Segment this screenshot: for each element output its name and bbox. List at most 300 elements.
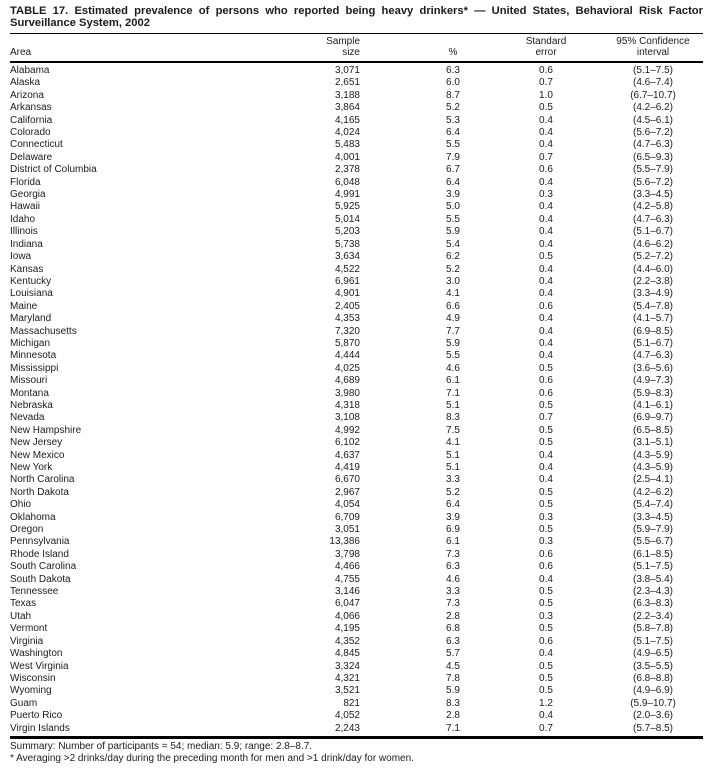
- table-row: [10, 450, 703, 462]
- cell-sample: 6,047: [334, 598, 360, 610]
- cell-ci: (4.2–6.2): [632, 486, 674, 498]
- cell-se: 0.4: [539, 127, 553, 139]
- bottom-rule: [10, 736, 703, 739]
- cell-sample: 2,967: [334, 486, 360, 498]
- cell-sample: 2,405: [334, 300, 360, 312]
- cell-sample: 4,845: [334, 648, 360, 660]
- column-header-percent: [360, 36, 500, 58]
- cell-ci: (4.9–6.5): [632, 648, 674, 660]
- cell-area: Virgin Islands: [10, 722, 70, 734]
- cell-area: Maryland: [10, 313, 52, 325]
- table-row: [10, 239, 703, 251]
- cell-sample: 4,025: [334, 362, 360, 374]
- table-title-line2: Surveillance System, 2002: [10, 17, 150, 29]
- cell-pct: 6.4: [446, 127, 460, 139]
- cell-sample: 4,522: [334, 263, 360, 275]
- cell-se: 0.3: [539, 189, 553, 201]
- cell-area: Louisiana: [10, 288, 53, 300]
- cell-se: 0.3: [539, 610, 553, 622]
- cell-sample: 3,864: [334, 102, 360, 114]
- cell-sample: 4,901: [334, 288, 360, 300]
- cell-area: Vermont: [10, 623, 48, 635]
- table-row: [10, 710, 703, 722]
- cell-area: Oregon: [10, 524, 44, 536]
- cell-pct: 5.0: [446, 201, 460, 213]
- cell-se: 0.5: [539, 251, 553, 263]
- title-rule: [10, 33, 703, 34]
- cell-ci: (5.1–6.7): [632, 226, 674, 238]
- cell-se: 0.4: [539, 313, 553, 325]
- cell-pct: 5.3: [446, 114, 460, 126]
- table-row: [10, 115, 703, 127]
- cell-area: North Dakota: [10, 486, 69, 498]
- cell-pct: 6.7: [446, 164, 460, 176]
- cell-ci: (2.0–3.6): [632, 710, 674, 722]
- cell-ci: (6.1–8.5): [632, 548, 674, 560]
- cell-ci: (6.3–8.3): [632, 598, 674, 610]
- cell-pct: 6.1: [446, 375, 460, 387]
- table-row: [10, 201, 703, 213]
- cell-se: 0.6: [539, 635, 553, 647]
- cell-sample: 4,001: [334, 151, 360, 163]
- cell-sample: 3,071: [334, 65, 360, 76]
- cell-pct: 3.0: [446, 275, 460, 287]
- cell-area: Minnesota: [10, 350, 57, 362]
- cell-ci: (5.1–6.7): [632, 337, 674, 349]
- cell-se: 0.6: [539, 300, 553, 312]
- cell-pct: 3.9: [446, 511, 460, 523]
- cell-sample: 4,992: [334, 424, 360, 436]
- table-row: [10, 189, 703, 201]
- cell-pct: 7.3: [446, 548, 460, 560]
- cell-area: Arizona: [10, 89, 44, 101]
- cell-pct: 5.4: [446, 238, 460, 250]
- cell-se: 0.7: [539, 151, 553, 163]
- cell-sample: 4,321: [334, 672, 360, 684]
- cell-pct: 5.9: [446, 226, 460, 238]
- cell-sample: 4,444: [334, 350, 360, 362]
- table-row: [10, 164, 703, 176]
- table-row: [10, 127, 703, 139]
- cell-ci: (3.5–5.5): [632, 660, 674, 672]
- cell-pct: 5.5: [446, 213, 460, 225]
- cell-se: 0.4: [539, 263, 553, 275]
- cell-ci: (4.9–6.9): [632, 685, 674, 697]
- cell-se: 0.4: [539, 288, 553, 300]
- cell-ci: (3.1–5.1): [632, 437, 674, 449]
- table-row: [10, 350, 703, 362]
- table-header-row: [10, 36, 703, 58]
- table-row: [10, 226, 703, 238]
- cell-se: 0.6: [539, 164, 553, 176]
- cell-se: 0.5: [539, 362, 553, 374]
- table-body: [10, 65, 703, 735]
- cell-ci: (6.5–9.3): [632, 151, 674, 163]
- cell-area: New Mexico: [10, 449, 65, 461]
- cell-ci: (5.5–7.9): [632, 164, 674, 176]
- cell-area: Arkansas: [10, 102, 52, 114]
- table-row: [10, 338, 703, 350]
- cell-area: West Virginia: [10, 660, 69, 672]
- footnote-line: * Averaging >2 drinks/day during the preceding month for men and >1 drink/day for women.: [10, 752, 414, 764]
- cell-pct: 5.5: [446, 139, 460, 151]
- table-row: [10, 636, 703, 648]
- cell-se: 0.4: [539, 176, 553, 188]
- cell-ci: (6.8–8.8): [632, 672, 674, 684]
- cell-se: 0.4: [539, 474, 553, 486]
- cell-se: 0.5: [539, 524, 553, 536]
- cell-sample: 4,318: [334, 399, 360, 411]
- cell-ci: (3.3–4.5): [632, 189, 674, 201]
- cell-area: Alaska: [10, 77, 41, 89]
- cell-area: Nevada: [10, 412, 45, 424]
- cell-area: Wisconsin: [10, 672, 56, 684]
- table-row: [10, 363, 703, 375]
- cell-sample: 3,980: [334, 387, 360, 399]
- cell-pct: 8.7: [446, 89, 460, 101]
- column-header-ci-line1: 95% Confidence: [616, 36, 690, 47]
- column-header-sample-line2: size: [342, 47, 360, 58]
- column-header-se-line2: error: [535, 47, 557, 58]
- cell-ci: (2.2–3.8): [632, 275, 674, 287]
- cell-ci: (5.6–7.2): [632, 127, 674, 139]
- cell-sample: 4,689: [334, 375, 360, 387]
- cell-area: California: [10, 114, 53, 126]
- cell-sample: 4,419: [334, 462, 360, 473]
- cell-sample: 3,188: [334, 89, 360, 101]
- cell-area: Hawaii: [10, 201, 41, 213]
- table-row: [10, 412, 703, 424]
- table-row: [10, 251, 703, 263]
- cell-area: Michigan: [10, 337, 51, 349]
- cell-se: 0.5: [539, 660, 553, 672]
- cell-sample: 4,353: [334, 313, 360, 325]
- table-row: [10, 152, 703, 164]
- table-row: [10, 685, 703, 697]
- cell-area: District of Columbia: [10, 164, 97, 176]
- cell-sample: 6,709: [334, 511, 360, 523]
- cell-sample: 4,466: [334, 561, 360, 573]
- cell-area: Florida: [10, 176, 41, 188]
- cell-se: 0.7: [539, 722, 553, 734]
- cell-area: Delaware: [10, 151, 53, 163]
- cell-area: Alabama: [10, 65, 50, 76]
- cell-ci: (3.3–4.5): [632, 511, 674, 523]
- cell-ci: (6.9–8.5): [632, 325, 674, 337]
- cell-sample: 4,637: [334, 449, 360, 461]
- cell-pct: 5.5: [446, 350, 460, 362]
- cell-area: Utah: [10, 610, 32, 622]
- table-row: [10, 288, 703, 300]
- cell-se: 0.6: [539, 548, 553, 560]
- cell-ci: (5.4–7.8): [632, 300, 674, 312]
- cell-ci: (5.9–7.9): [632, 524, 674, 536]
- cell-ci: (5.8–7.8): [632, 623, 674, 635]
- cell-area: Ohio: [10, 499, 32, 511]
- cell-se: 0.4: [539, 573, 553, 585]
- cell-se: 0.4: [539, 114, 553, 126]
- cell-area: New Hampshire: [10, 424, 82, 436]
- cell-pct: 6.3: [446, 635, 460, 647]
- cell-area: Idaho: [10, 213, 36, 225]
- cell-sample: 3,521: [334, 685, 360, 697]
- cell-area: Indiana: [10, 238, 43, 250]
- cell-se: 0.5: [539, 499, 553, 511]
- cell-pct: 7.1: [446, 722, 460, 734]
- cell-pct: 4.5: [446, 660, 460, 672]
- cell-sample: 5,738: [334, 238, 360, 250]
- cell-se: 0.7: [539, 77, 553, 89]
- cell-ci: (5.1–7.5): [632, 561, 674, 573]
- cell-ci: (4.3–5.9): [632, 462, 674, 473]
- table-row: [10, 177, 703, 189]
- cell-pct: 5.9: [446, 337, 460, 349]
- table-row: [10, 474, 703, 486]
- cell-sample: 3,146: [334, 586, 360, 598]
- cell-area: Massachusetts: [10, 325, 77, 337]
- table-row: [10, 536, 703, 548]
- table-row: [10, 214, 703, 226]
- cell-area: Tennessee: [10, 586, 59, 598]
- table-row: [10, 723, 703, 735]
- table-row: [10, 276, 703, 288]
- table-title-line1: TABLE 17. Estimated prevalence of persons who reported being heavy drinkers* — United States, Behavioral Risk Factor: [10, 5, 703, 17]
- cell-ci: (2.3–4.3): [632, 586, 674, 598]
- table-row: [10, 301, 703, 313]
- table-row: [10, 90, 703, 102]
- cell-se: 0.4: [539, 238, 553, 250]
- cell-se: 0.4: [539, 337, 553, 349]
- cell-sample: 4,352: [334, 635, 360, 647]
- cell-se: 0.6: [539, 561, 553, 573]
- cell-se: 0.4: [539, 325, 553, 337]
- cell-area: Virginia: [10, 635, 44, 647]
- cell-area: South Dakota: [10, 573, 71, 585]
- table-row: [10, 139, 703, 151]
- cell-area: Wyoming: [10, 685, 52, 697]
- cell-pct: 5.9: [446, 685, 460, 697]
- cell-pct: 7.8: [446, 672, 460, 684]
- cell-pct: 5.2: [446, 263, 460, 275]
- cell-area: Oklahoma: [10, 511, 56, 523]
- cell-sample: 5,870: [334, 337, 360, 349]
- table-row: [10, 673, 703, 685]
- cell-pct: 3.9: [446, 189, 460, 201]
- cell-pct: 6.1: [446, 536, 460, 548]
- cell-pct: 8.3: [446, 697, 460, 709]
- header-rule: [10, 61, 703, 63]
- cell-pct: 2.8: [446, 610, 460, 622]
- cell-se: 0.5: [539, 623, 553, 635]
- cell-ci: (5.2–7.2): [632, 251, 674, 263]
- cell-se: 0.4: [539, 350, 553, 362]
- cell-ci: (4.6–6.2): [632, 238, 674, 250]
- table-row: [10, 661, 703, 673]
- cell-area: Pennsylvania: [10, 536, 70, 548]
- table-row: [10, 698, 703, 710]
- table-row: [10, 524, 703, 536]
- cell-se: 0.5: [539, 102, 553, 114]
- column-header-confidence-interval: [592, 36, 703, 58]
- column-header-area-label: Area: [10, 47, 32, 58]
- table-row: [10, 561, 703, 573]
- cell-sample: 5,014: [334, 213, 360, 225]
- cell-pct: 7.5: [446, 424, 460, 436]
- cell-sample: 3,798: [334, 548, 360, 560]
- table-row: [10, 400, 703, 412]
- table-row: [10, 574, 703, 586]
- cell-pct: 5.2: [446, 486, 460, 498]
- cell-se: 0.7: [539, 412, 553, 424]
- cell-pct: 6.6: [446, 300, 460, 312]
- cell-sample: 4,165: [334, 114, 360, 126]
- cell-se: 0.4: [539, 648, 553, 660]
- cell-pct: 4.6: [446, 573, 460, 585]
- table-row: [10, 611, 703, 623]
- cell-ci: (5.5–6.7): [632, 536, 674, 548]
- cell-se: 1.2: [539, 697, 553, 709]
- cell-se: 0.4: [539, 449, 553, 461]
- cell-pct: 5.7: [446, 648, 460, 660]
- column-header-area: [10, 36, 305, 58]
- cell-ci: (5.1–7.5): [632, 635, 674, 647]
- cell-ci: (4.1–5.7): [632, 313, 674, 325]
- cell-pct: 7.9: [446, 151, 460, 163]
- cell-se: 0.4: [539, 139, 553, 151]
- cell-ci: (5.9–8.3): [632, 387, 674, 399]
- cell-area: Georgia: [10, 189, 46, 201]
- cell-se: 0.4: [539, 226, 553, 238]
- cell-area: Maine: [10, 300, 38, 312]
- cell-area: Connecticut: [10, 139, 63, 151]
- table-row: [10, 549, 703, 561]
- cell-ci: (4.2–5.8): [632, 201, 674, 213]
- cell-area: Nebraska: [10, 399, 53, 411]
- cell-ci: (4.4–6.0): [632, 263, 674, 275]
- cell-se: 0.5: [539, 486, 553, 498]
- cell-sample: 6,670: [334, 474, 360, 486]
- cell-pct: 4.9: [446, 313, 460, 325]
- cell-ci: (4.1–6.1): [632, 399, 674, 411]
- table-row: [10, 375, 703, 387]
- cell-ci: (4.3–5.9): [632, 449, 674, 461]
- cell-pct: 5.2: [446, 102, 460, 114]
- cell-sample: 2,378: [334, 164, 360, 176]
- table-row: [10, 623, 703, 635]
- column-header-se-line1: Standard: [525, 36, 567, 47]
- cell-se: 0.5: [539, 437, 553, 449]
- cell-area: Illinois: [10, 226, 38, 238]
- cell-pct: 5.1: [446, 399, 460, 411]
- table-row: [10, 462, 703, 474]
- cell-pct: 4.6: [446, 362, 460, 374]
- cell-area: Colorado: [10, 127, 51, 139]
- cell-area: New York: [10, 462, 53, 473]
- cell-area: Montana: [10, 387, 49, 399]
- cell-pct: 6.3: [446, 561, 460, 573]
- cell-ci: (3.8–5.4): [632, 573, 674, 585]
- cell-area: Mississippi: [10, 362, 59, 374]
- cell-area: New Jersey: [10, 437, 63, 449]
- cell-se: 0.4: [539, 710, 553, 722]
- column-header-standard-error: [500, 36, 592, 58]
- column-header-ci-line2: interval: [636, 47, 670, 58]
- table-row: [10, 77, 703, 89]
- table-row: [10, 487, 703, 499]
- cell-se: 0.6: [539, 375, 553, 387]
- cell-ci: (4.7–6.3): [632, 139, 674, 151]
- cell-sample: 3,634: [334, 251, 360, 263]
- cell-area: Kentucky: [10, 275, 52, 287]
- cell-ci: (4.6–7.4): [632, 77, 674, 89]
- cell-se: 0.3: [539, 536, 553, 548]
- table-row: [10, 326, 703, 338]
- cell-pct: 5.1: [446, 449, 460, 461]
- cell-area: Rhode Island: [10, 548, 69, 560]
- cell-area: North Carolina: [10, 474, 75, 486]
- cell-pct: 7.7: [446, 325, 460, 337]
- table-row: [10, 586, 703, 598]
- cell-se: 0.5: [539, 598, 553, 610]
- cell-sample: 3,108: [334, 412, 360, 424]
- column-header-sample-size: [305, 36, 360, 58]
- table-row: [10, 598, 703, 610]
- cell-ci: (5.1–7.5): [632, 65, 674, 76]
- cell-sample: 4,991: [334, 189, 360, 201]
- cell-ci: (5.9–10.7): [630, 697, 676, 709]
- cell-se: 0.4: [539, 213, 553, 225]
- cell-sample: 5,203: [334, 226, 360, 238]
- cell-sample: 3,324: [334, 660, 360, 672]
- column-header-percent-label: %: [448, 47, 458, 58]
- cell-ci: (4.7–6.3): [632, 213, 674, 225]
- cell-pct: 2.8: [446, 710, 460, 722]
- cell-area: Washington: [10, 648, 63, 660]
- cell-sample: 5,925: [334, 201, 360, 213]
- table-row: [10, 313, 703, 325]
- cell-pct: 6.4: [446, 499, 460, 511]
- cell-sample: 4,024: [334, 127, 360, 139]
- cell-ci: (5.6–7.2): [632, 176, 674, 188]
- cell-se: 0.5: [539, 424, 553, 436]
- cell-se: 0.5: [539, 685, 553, 697]
- cell-area: Guam: [10, 697, 38, 709]
- table-row: [10, 512, 703, 524]
- cell-ci: (4.7–6.3): [632, 350, 674, 362]
- cell-pct: 3.3: [446, 586, 460, 598]
- cell-area: Iowa: [10, 251, 32, 263]
- cell-pct: 6.8: [446, 623, 460, 635]
- cell-pct: 6.9: [446, 524, 460, 536]
- cell-sample: 4,052: [334, 710, 360, 722]
- cell-ci: (4.9–7.3): [632, 375, 674, 387]
- cell-ci: (2.5–4.1): [632, 474, 674, 486]
- cell-pct: 7.3: [446, 598, 460, 610]
- cell-area: Texas: [10, 598, 37, 610]
- cell-pct: 6.0: [446, 77, 460, 89]
- cell-ci: (3.3–4.9): [632, 288, 674, 300]
- cell-ci: (6.9–9.7): [632, 412, 674, 424]
- cell-se: 0.6: [539, 387, 553, 399]
- cell-pct: 4.1: [446, 288, 460, 300]
- cell-ci: (5.7–8.5): [632, 722, 674, 734]
- cell-se: 0.4: [539, 201, 553, 213]
- summary-line: Summary: Number of participants = 54; median: 5.9; range: 2.8–8.7.: [10, 740, 313, 752]
- cell-sample: 2,651: [334, 77, 360, 89]
- cell-sample: 6,048: [334, 176, 360, 188]
- cell-se: 1.0: [539, 89, 553, 101]
- cell-sample: 2,243: [334, 722, 360, 734]
